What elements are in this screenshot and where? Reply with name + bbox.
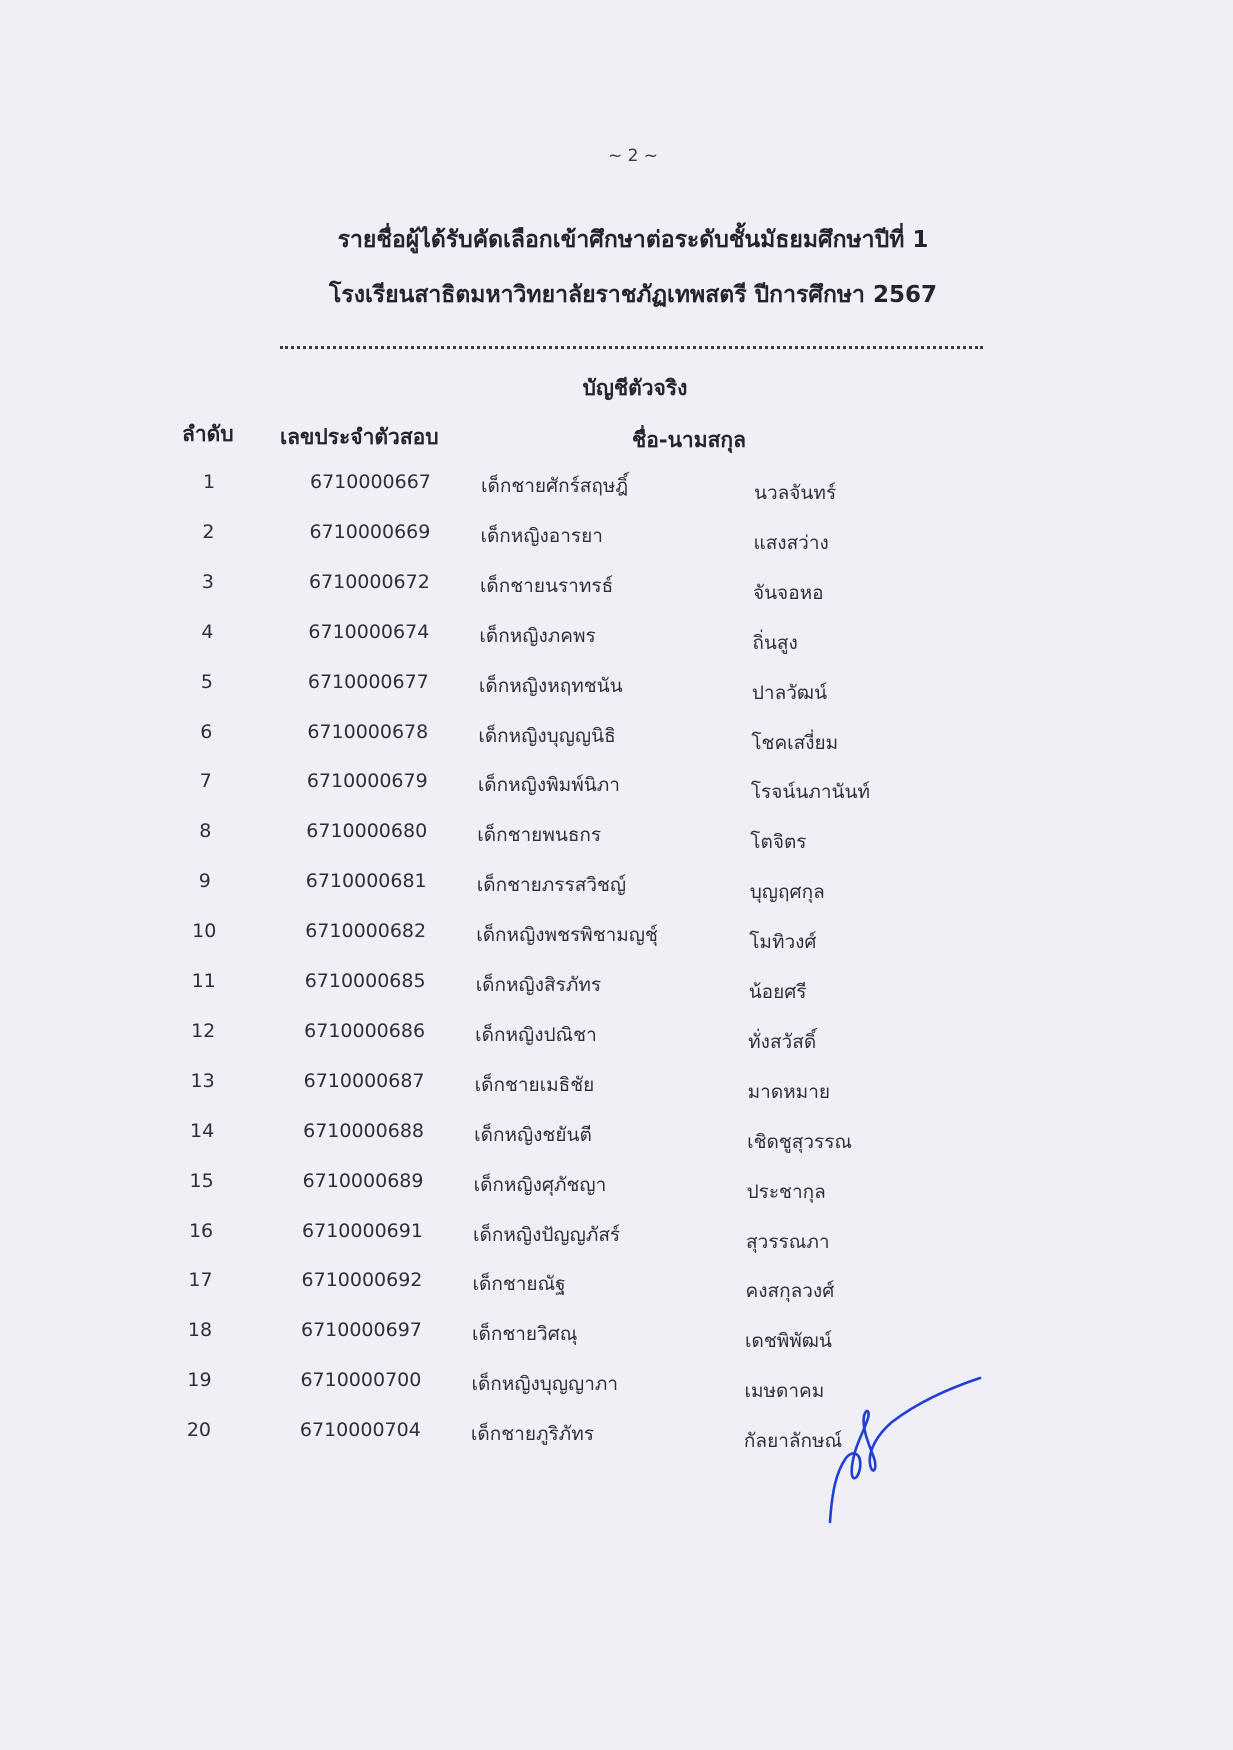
table-row xyxy=(0,1120,1233,1164)
table-row xyxy=(0,870,1233,914)
table-row xyxy=(0,471,1233,515)
document-title-line-1: รายชื่อผู้ได้รับคัดเลือกเข้าศึกษาต่อระดับชั้นมัธยมศึกษาปีที่ 1 xyxy=(337,227,929,253)
exam-id: 6710000692 xyxy=(301,1269,423,1292)
row-number: 18 xyxy=(187,1319,213,1342)
exam-id: 6710000688 xyxy=(303,1119,424,1142)
row-number: 4 xyxy=(201,620,214,643)
exam-id: 6710000682 xyxy=(305,920,427,943)
exam-id: 6710000674 xyxy=(308,620,430,643)
row-number: 19 xyxy=(187,1369,212,1392)
table-row xyxy=(0,721,1233,765)
table-row xyxy=(0,920,1233,964)
first-name: เด็กชายศักร์สฤษฎิ์ xyxy=(481,475,629,497)
exam-id: 6710000697 xyxy=(300,1319,422,1342)
first-name: เด็กหญิงบุญญาภา xyxy=(471,1373,619,1396)
first-name: เด็กหญิงพิมพ์นิภา xyxy=(477,774,620,797)
table-row xyxy=(0,1170,1233,1214)
table-row xyxy=(0,970,1233,1014)
first-name: เด็กหญิงศุภัชญา xyxy=(473,1173,607,1196)
first-name: เด็กชายนราทรธ์ xyxy=(479,574,614,597)
last-name: ประชากุล xyxy=(746,1180,826,1203)
column-header-exam-id: เลขประจำตัวสอบ xyxy=(280,425,439,449)
last-name: นวลจันทร์ xyxy=(754,482,837,504)
table-row xyxy=(0,671,1233,715)
table-row xyxy=(0,1220,1233,1264)
row-number: 13 xyxy=(190,1069,215,1092)
first-name: เด็กหญิงภคพร xyxy=(479,624,596,647)
last-name: สุวรรณภา xyxy=(746,1230,830,1253)
exam-id: 6710000679 xyxy=(306,770,428,793)
exam-id: 6710000678 xyxy=(307,720,429,743)
first-name: เด็กหญิงปัญญภัสร์ xyxy=(473,1223,621,1246)
exam-id: 6710000685 xyxy=(304,970,426,992)
row-number: 10 xyxy=(192,920,217,943)
row-number: 17 xyxy=(188,1269,213,1292)
last-name: จันจอหอ xyxy=(752,581,824,604)
first-name: เด็กชายณัฐ xyxy=(472,1273,566,1296)
exam-id: 6710000667 xyxy=(310,471,431,493)
row-number: 8 xyxy=(199,820,212,843)
table-row xyxy=(0,820,1233,864)
last-name: โรจน์นภานันท์ xyxy=(750,781,871,804)
exam-id: 6710000672 xyxy=(308,570,430,593)
row-number: 3 xyxy=(201,570,214,593)
first-name: เด็กชายพนธกร xyxy=(477,824,602,847)
row-number: 12 xyxy=(191,1019,216,1042)
column-header-full-name: ชื่อ-นามสกุล xyxy=(632,428,746,452)
row-number: 14 xyxy=(190,1119,215,1142)
table-row xyxy=(0,770,1233,814)
table-row xyxy=(0,1269,1233,1313)
first-name: เด็กชายวิศณุ xyxy=(471,1323,578,1346)
row-number: 6 xyxy=(200,720,213,743)
document-title-line-2: โรงเรียนสาธิตมหาวิทยาลัยราชภัฏเทพสตรี ปีการศึกษา 2567 xyxy=(329,282,937,308)
exam-id: 6710000700 xyxy=(300,1369,422,1392)
last-name: แสงสว่าง xyxy=(753,531,829,554)
exam-id: 6710000687 xyxy=(303,1069,425,1092)
row-number: 7 xyxy=(199,770,212,793)
exam-id: 6710000689 xyxy=(302,1169,424,1192)
exam-id: 6710000704 xyxy=(299,1419,421,1442)
table-row xyxy=(0,521,1233,565)
table-row xyxy=(0,571,1233,615)
exam-id: 6710000686 xyxy=(304,1019,426,1042)
signature xyxy=(822,1372,992,1532)
column-header-order: ลำดับ xyxy=(182,422,234,446)
exam-id: 6710000677 xyxy=(307,670,429,693)
row-number: 2 xyxy=(202,520,215,543)
first-name: เด็กหญิงปณิชา xyxy=(475,1023,597,1046)
table-row xyxy=(0,621,1233,665)
last-name: มาดหมาย xyxy=(747,1080,831,1103)
last-name: ปาลวัฒน์ xyxy=(751,681,828,704)
last-name: เชิดชูสุวรรณ xyxy=(747,1130,853,1153)
first-name: เด็กหญิงหฤทชนัน xyxy=(478,674,623,697)
last-name: โชคเสงี่ยม xyxy=(751,731,839,754)
exam-id: 6710000681 xyxy=(305,870,427,893)
list-heading: บัญชีตัวจริง xyxy=(582,376,688,400)
last-name: น้อยศรี xyxy=(748,981,807,1003)
table-row xyxy=(0,1319,1233,1363)
first-name: เด็กหญิงบุญญนิธิ xyxy=(478,724,616,747)
row-number: 5 xyxy=(200,670,213,693)
page-number: ~ 2 ~ xyxy=(607,146,659,166)
row-number: 20 xyxy=(186,1419,212,1442)
last-name: กัลยาลักษณ์ xyxy=(743,1430,843,1453)
row-number: 15 xyxy=(189,1169,214,1192)
first-name: เด็กหญิงพชรพิชามญชุ์ xyxy=(476,924,658,947)
table-row xyxy=(0,1419,1233,1463)
first-name: เด็กหญิงอารยา xyxy=(480,524,603,547)
table-row xyxy=(0,1070,1233,1114)
exam-id: 6710000680 xyxy=(306,820,428,843)
last-name: บุญฤศกุล xyxy=(749,881,825,904)
table-row xyxy=(0,1369,1233,1413)
exam-id: 6710000691 xyxy=(302,1219,423,1242)
last-name: เมษดาคม xyxy=(744,1380,825,1403)
last-name: เดชพิพัฒน์ xyxy=(744,1330,832,1353)
first-name: เด็กชายเมธิชัย xyxy=(474,1073,595,1096)
row-number: 16 xyxy=(188,1219,214,1242)
first-name: เด็กชายภรรสวิชญ์ xyxy=(476,874,627,897)
first-name: เด็กหญิงสิรภัทร xyxy=(475,974,602,996)
row-number: 1 xyxy=(202,471,216,493)
row-number: 11 xyxy=(191,970,216,992)
last-name: คงสกุลวงศ์ xyxy=(745,1280,835,1303)
first-name: เด็กหญิงชยันตี xyxy=(474,1123,592,1146)
last-name: โตจิตร xyxy=(750,831,807,854)
last-name: โมทิวงศ์ xyxy=(749,931,817,954)
last-name: ถิ่นสูง xyxy=(752,631,798,654)
first-name: เด็กชายภูริภัทร xyxy=(470,1423,594,1446)
last-name: ทั่งสวัสดิ์ xyxy=(748,1030,817,1053)
row-number: 9 xyxy=(198,870,211,893)
exam-id: 6710000669 xyxy=(309,520,431,543)
table-row xyxy=(0,1020,1233,1064)
